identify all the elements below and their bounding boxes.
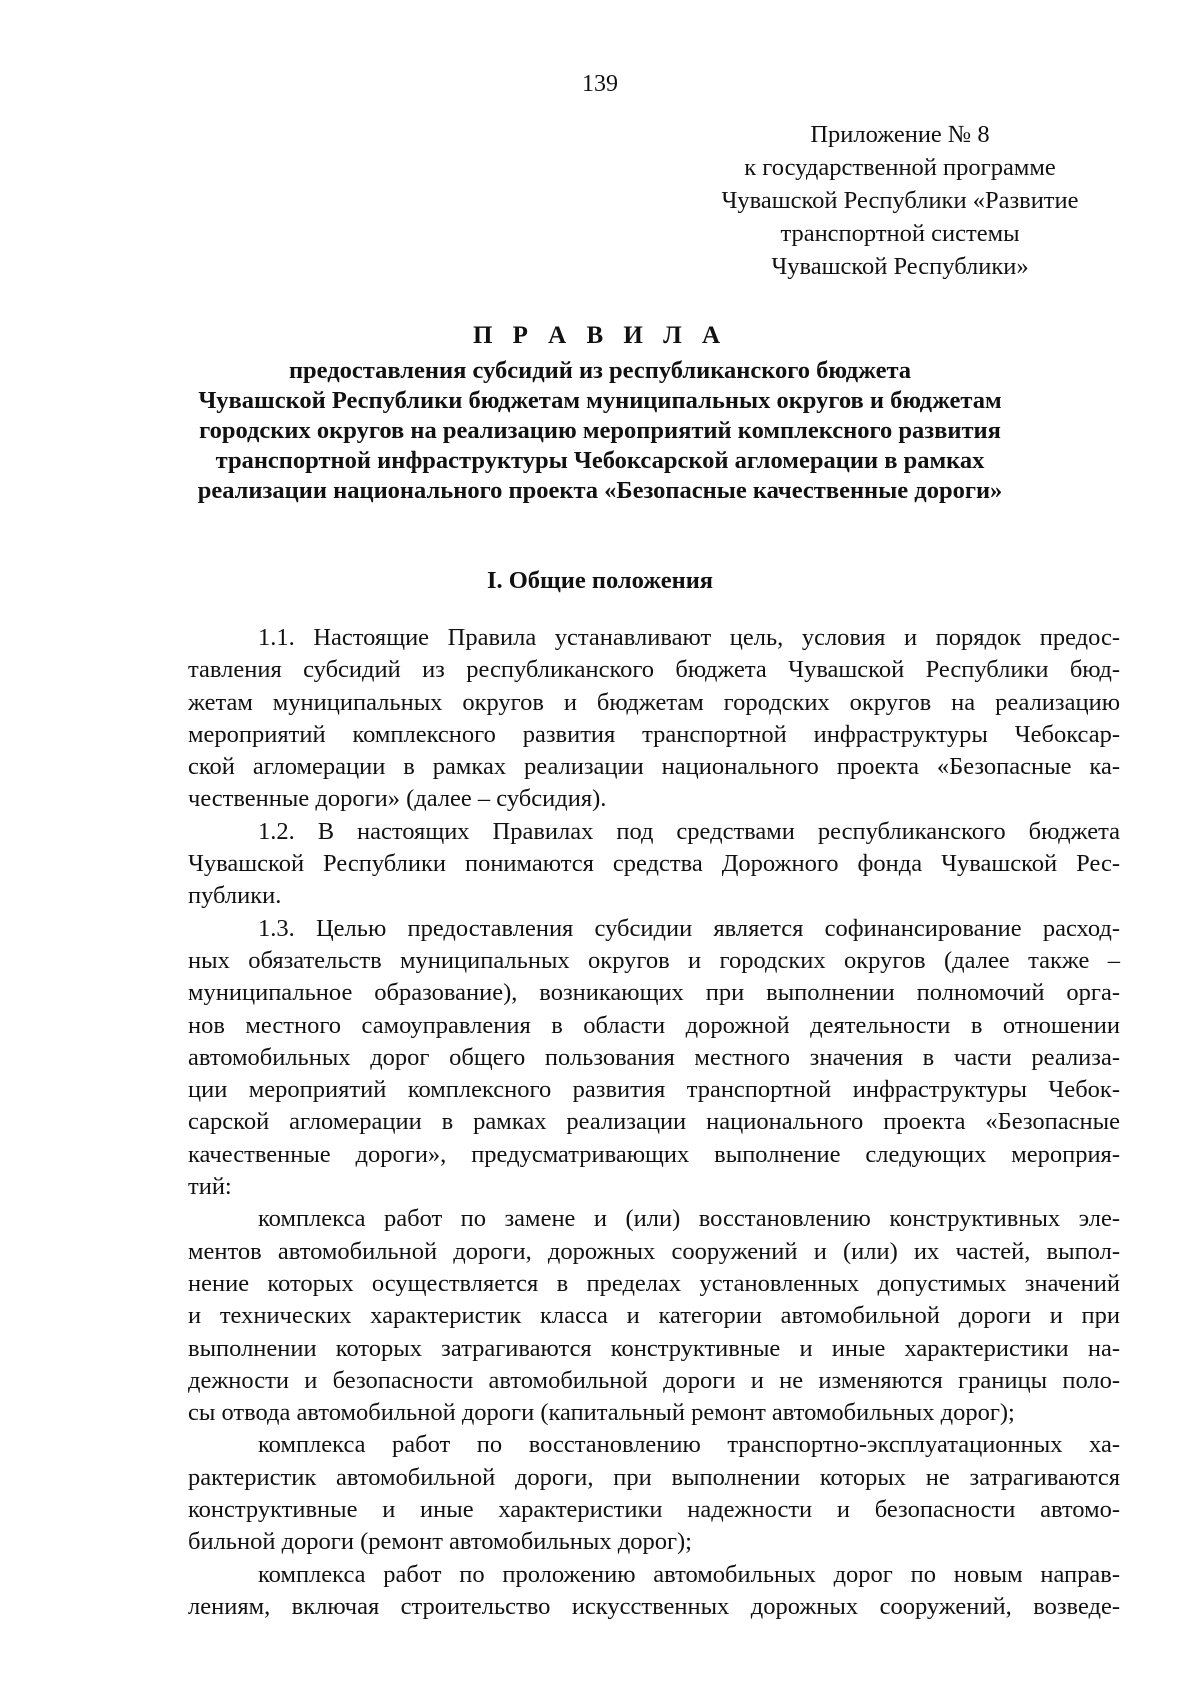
page-number: 139 <box>582 71 618 97</box>
construction-item-line: комплекса работ по проложению автомобильных дорог по новым направ- <box>258 1560 1120 1588</box>
paragraph-1-1-line: чественные дороги» (далее – субсидия). <box>188 785 607 813</box>
section-heading: I. Общие положения <box>486 567 714 594</box>
paragraph-1-3-line: качественные дороги», предусматривающих выполнение следующих мероприя- <box>188 1140 1120 1168</box>
appendix-line: Чувашской Республики «Развитие <box>721 187 1079 214</box>
paragraph-1-1-line: 1.1. Настоящие Правила устанавливают цель, условия и порядок предос- <box>258 624 1120 651</box>
subtitle-line: Чувашской Республики бюджетам муниципальных округов и бюджетам <box>198 387 1002 414</box>
paragraph-1-2-line: публики. <box>188 882 282 910</box>
repair-item-line: бильной дороги (ремонт автомобильных дорог); <box>188 1528 692 1556</box>
paragraph-1-3-line: ных обязательств муниципальных округов и городских округов (далее также – <box>188 946 1120 974</box>
paragraph-1-3-line: тий: <box>188 1173 232 1201</box>
capital-repair-item-line: и технических характеристик класса и категории автомобильной дороги и при <box>188 1302 1120 1330</box>
paragraph-1-3-line: сарской агломерации в рамках реализации национального проекта «Безопасные <box>188 1108 1120 1136</box>
document-subtitle <box>170 356 1030 506</box>
subtitle-line: реализации национального проекта «Безопасные качественные дороги» <box>197 477 1003 504</box>
capital-repair-item-line: дежности и безопасности автомобильной дороги и не изменяются границы поло- <box>188 1366 1120 1394</box>
paragraph-1-3-line: ции мероприятий комплексного развития транспортной инфраструктуры Чебок- <box>188 1076 1120 1104</box>
paragraph-1-3-line: автомобильных дорог общего пользования местного значения в части реализа- <box>188 1043 1120 1071</box>
appendix-note <box>680 118 1120 283</box>
paragraph-1-2-line: 1.2. В настоящих Правилах под средствами республиканского бюджета <box>258 817 1120 845</box>
paragraph-1-3-line: 1.3. Целью предоставления субсидии является софинансирование расход- <box>258 914 1120 942</box>
appendix-line: Приложение № 8 <box>810 121 990 148</box>
body-text <box>188 622 1120 1623</box>
subtitle-line: транспортной инфраструктуры Чебоксарской агломерации в рамках <box>215 447 985 474</box>
paragraph-1-2-line: Чувашской Республики понимаются средства Дорожного фонда Чувашской Рес- <box>188 850 1120 878</box>
appendix-line: Чувашской Республики» <box>771 253 1029 280</box>
capital-repair-item-line: ментов автомобильной дороги, дорожных сооружений и (или) их частей, выпол- <box>188 1237 1120 1265</box>
subtitle-line: городских округов на реализацию мероприятий комплексного развития <box>199 417 1001 444</box>
subtitle-line: предоставления субсидий из республиканского бюджета <box>288 357 912 384</box>
construction-item-line: лениям, включая строительство искусственных дорожных сооружений, возведе- <box>188 1592 1120 1620</box>
repair-item-line: комплекса работ по восстановлению транспортно-эксплуатационных ха- <box>258 1431 1120 1459</box>
paragraph-1-3-line: нов местного самоуправления в области дорожной деятельности в отношении <box>188 1011 1120 1039</box>
paragraph-1-1-line: ской агломерации в рамках реализации национального проекта «Безопасные ка- <box>188 753 1120 781</box>
capital-repair-item-line: сы отвода автомобильной дороги (капитальный ремонт автомобильных дорог); <box>188 1399 1015 1427</box>
paragraph-1-3-line: муниципальное образование), возникающих при выполнении полномочий орга- <box>188 979 1120 1007</box>
paragraph-1-1-line: жетам муниципальных округов и бюджетам городских округов на реализацию <box>188 688 1120 716</box>
paragraph-1-1-line: тавления субсидий из республиканского бюджета Чувашской Республики бюд- <box>188 656 1120 684</box>
appendix-line: транспортной системы <box>780 220 1020 247</box>
paragraph-1-1-line: мероприятий комплексного развития транспортной инфраструктуры Чебоксар- <box>188 720 1120 748</box>
appendix-line: к государственной программе <box>744 154 1056 181</box>
capital-repair-item-line: комплекса работ по замене и (или) восстановлению конструктивных эле- <box>258 1205 1120 1233</box>
document-title: П Р А В И Л А <box>472 322 728 349</box>
repair-item-line: конструктивные и иные характеристики надежности и безопасности автомо- <box>188 1496 1120 1524</box>
repair-item-line: рактеристик автомобильной дороги, при выполнении которых не затрагиваются <box>188 1463 1120 1491</box>
capital-repair-item-line: нение которых осуществляется в пределах установленных допустимых значений <box>188 1269 1120 1297</box>
capital-repair-item-line: выполнении которых затрагиваются конструктивные и иные характеристики на- <box>188 1334 1120 1362</box>
